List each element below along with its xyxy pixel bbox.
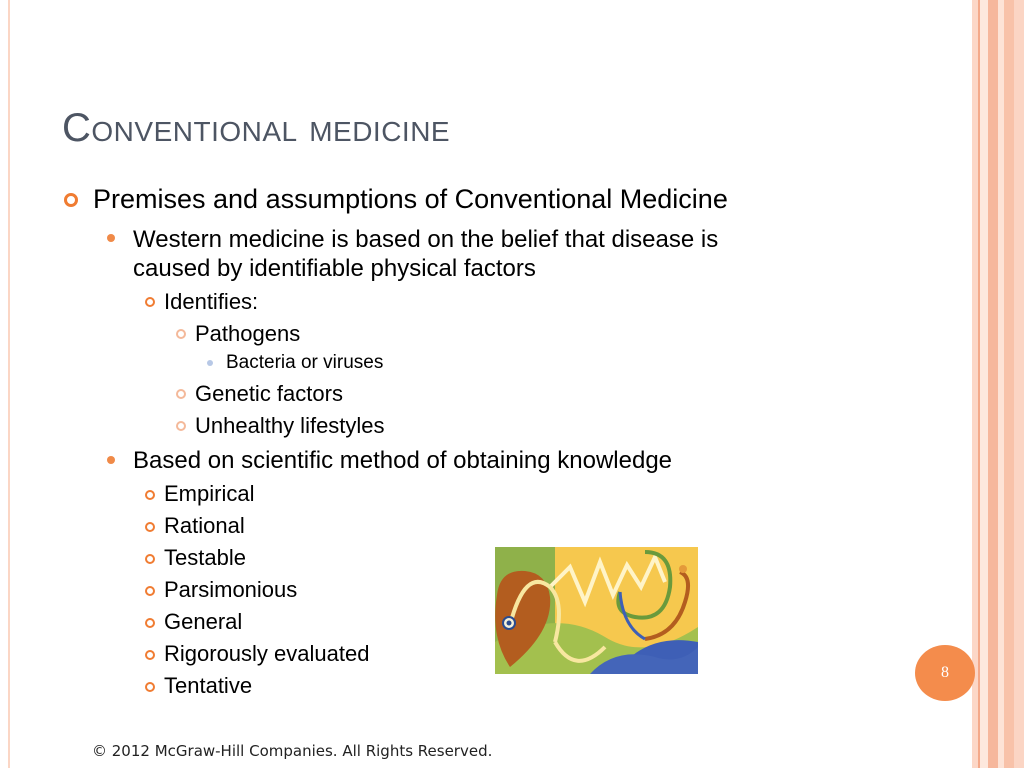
bullet-dot-icon — [107, 456, 115, 464]
outline-pathogens: Pathogens — [195, 321, 301, 346]
bullet-ring-icon — [145, 490, 155, 500]
decorative-stripes — [972, 0, 1024, 768]
bullet-dot-icon — [107, 234, 115, 242]
bullet-ring-icon — [145, 297, 155, 307]
outline-unhealthy: Unhealthy lifestyles — [195, 413, 385, 438]
property-item: Rigorously evaluated — [164, 641, 370, 666]
bullet-ring-icon — [176, 421, 186, 431]
bullet-ring-icon — [145, 682, 155, 692]
property-item: Tentative — [164, 673, 253, 698]
property-item: Parsimonious — [164, 577, 298, 602]
bullet-ring-icon — [176, 329, 186, 339]
outline-western-line2: caused by identifiable physical factors — [133, 255, 536, 282]
property-item: Testable — [164, 545, 246, 570]
bullet-dot-icon — [207, 360, 213, 366]
property-item: General — [164, 609, 243, 634]
outline-scientific: Based on scientific method of obtaining knowledge — [133, 447, 673, 474]
bullet-ring-icon — [145, 650, 155, 660]
outline-genetic: Genetic factors — [195, 381, 343, 406]
outline-main: Premises and assumptions of Conventional Medicine — [93, 184, 728, 214]
heart-stethoscope-illustration — [495, 547, 698, 674]
bullet-ring-icon — [145, 522, 155, 532]
bullet-ring-icon — [145, 554, 155, 564]
outline-identifies: Identifies: — [164, 289, 259, 314]
bullet-ring-icon — [64, 193, 78, 207]
copyright-footer: © 2012 McGraw-Hill Companies. All Rights Reserved. — [92, 742, 493, 760]
bullet-ring-icon — [176, 389, 186, 399]
slide-title: Conventional medicine — [62, 106, 451, 150]
property-item: Empirical — [164, 481, 255, 506]
page-number-badge: 8 — [915, 645, 975, 701]
outline-bacteria: Bacteria or viruses — [226, 352, 384, 373]
property-item: Rational — [164, 513, 245, 538]
bullet-ring-icon — [145, 586, 155, 596]
bullet-ring-icon — [145, 618, 155, 628]
outline-western-line1: Western medicine is based on the belief that disease is — [133, 226, 719, 253]
